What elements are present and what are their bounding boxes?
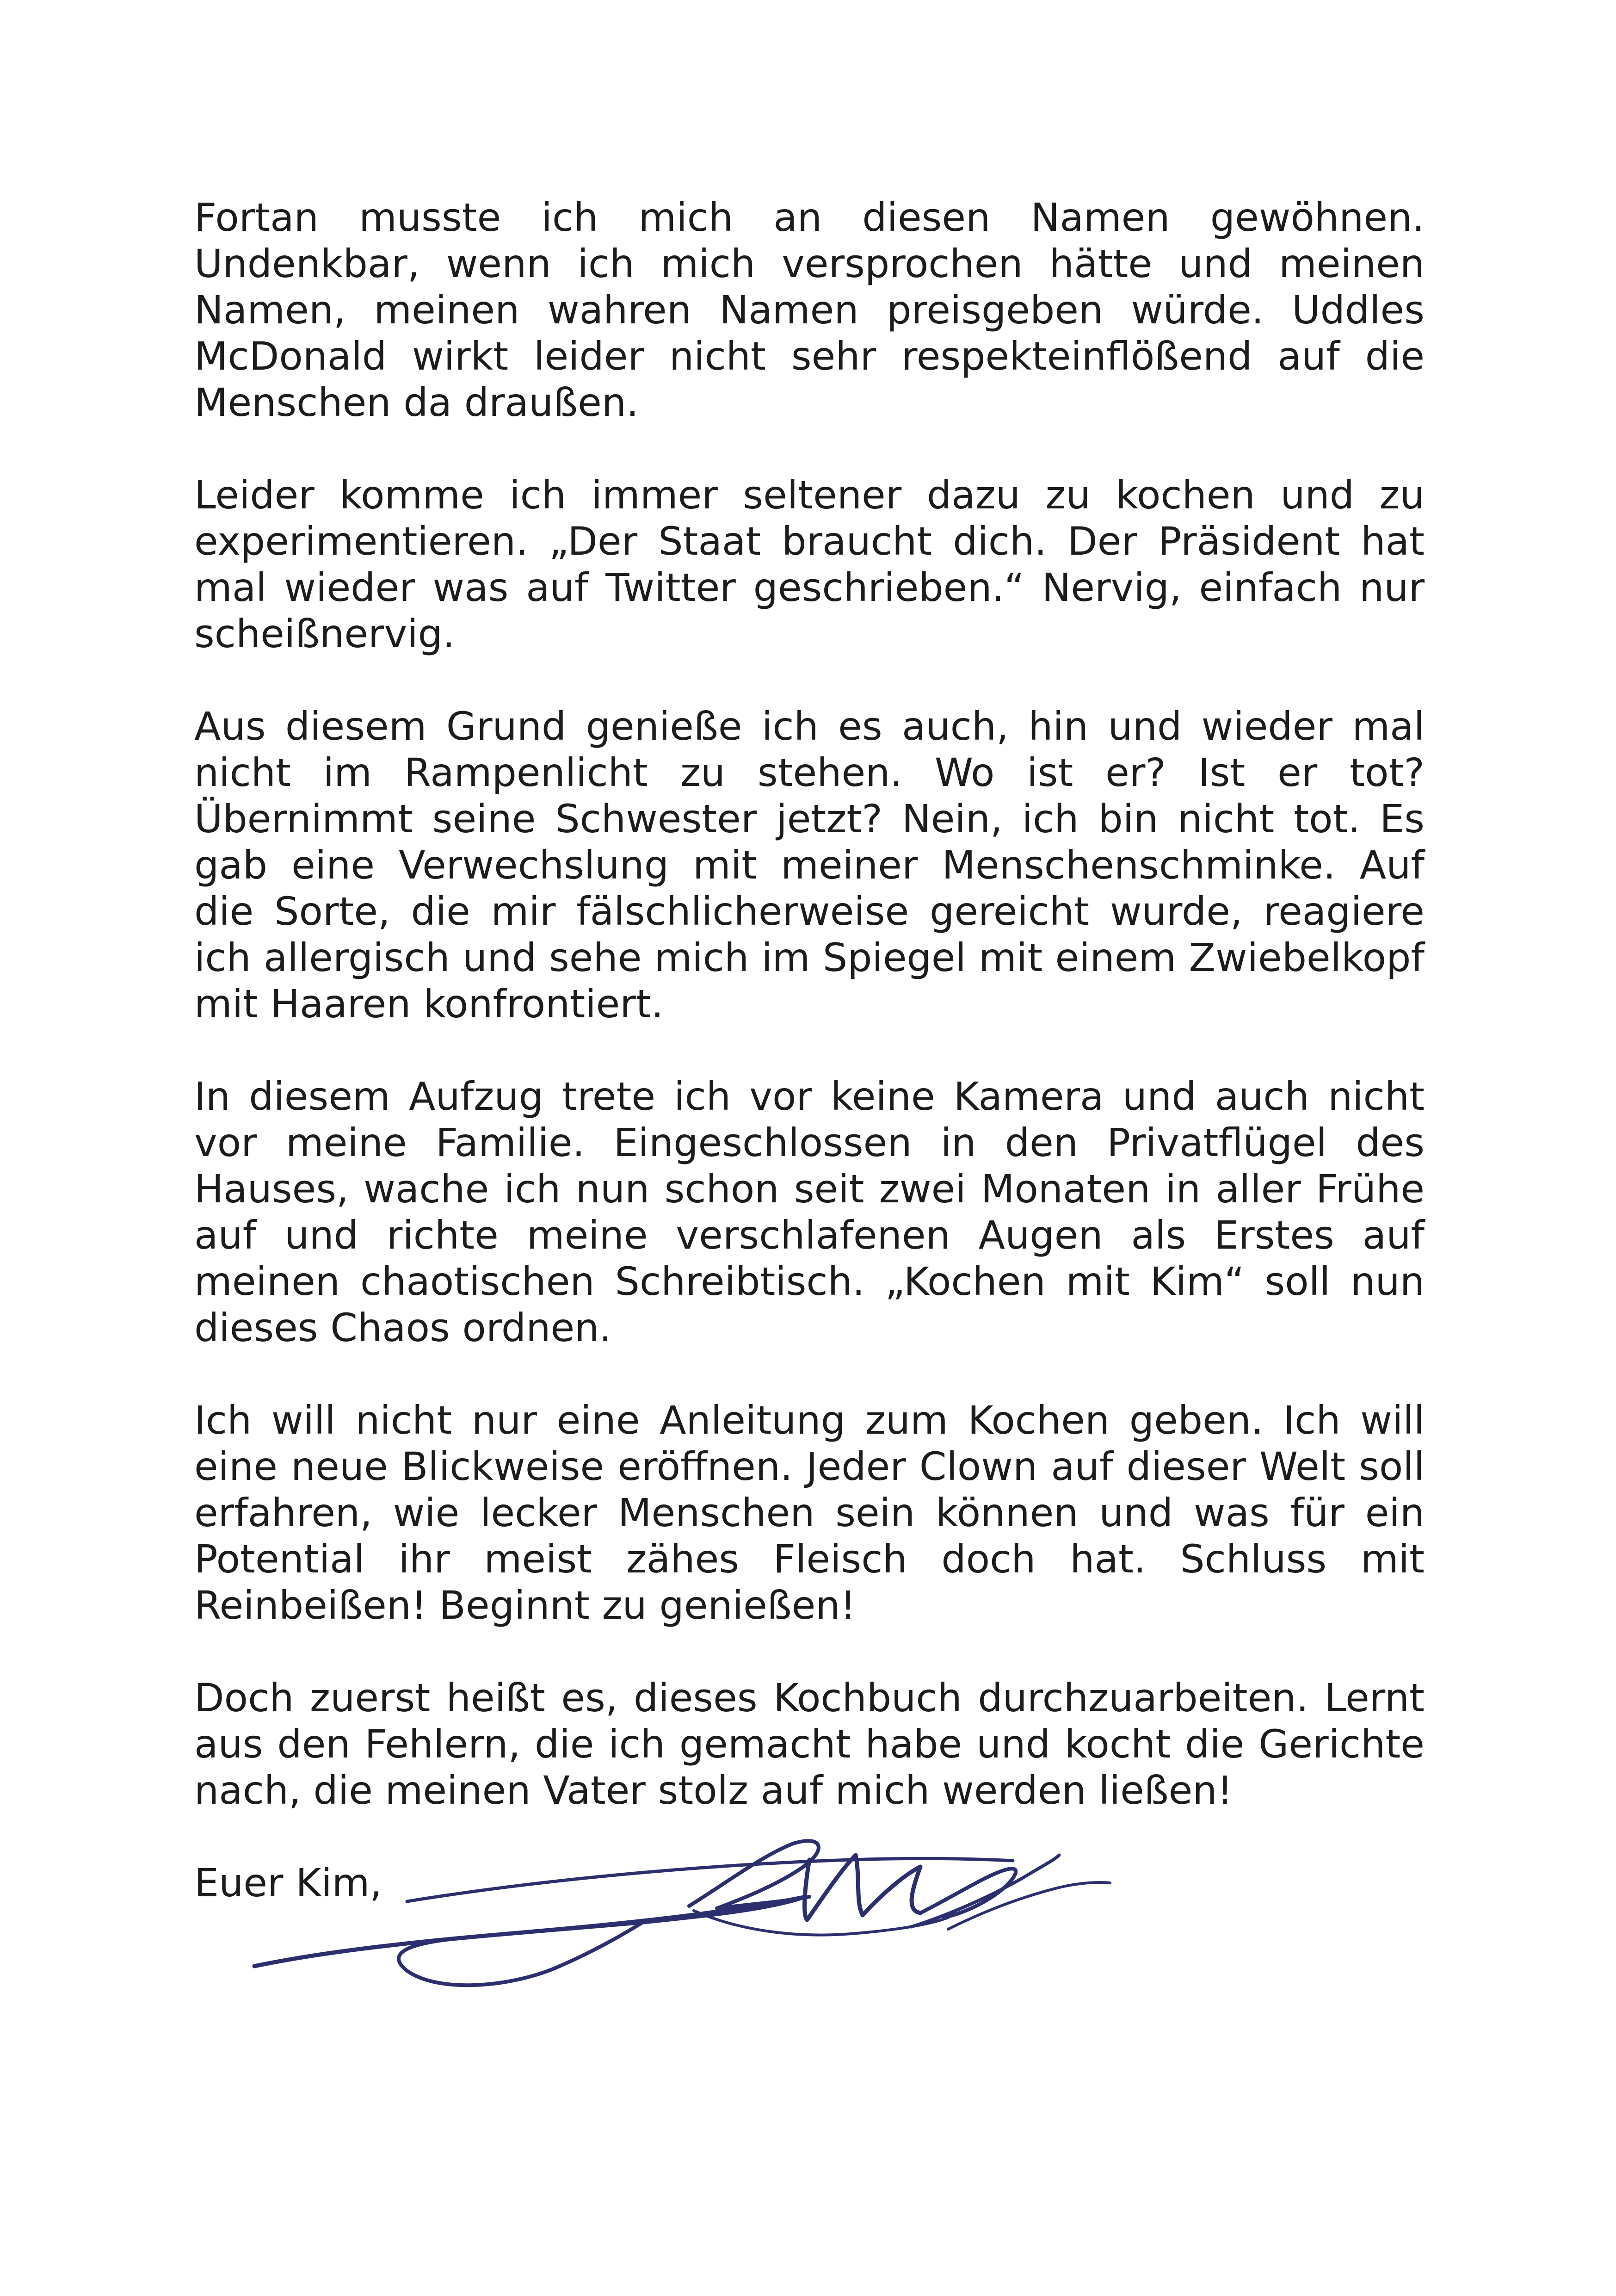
closing-line: Euer Kim, — [194, 1860, 382, 1906]
paragraph-4: In diesem Aufzug trete ich vor keine Kamera und auch nicht vor meine Familie. Eingeschlossen in den Privatflügel des Hauses, wache ich nun schon seit zwei Monaten in aller Frühe auf und richte meine verschlafenen Augen als Erstes auf meinen chaotischen Schreibtisch. „Kochen mit Kim“ soll nun dieses Chaos ordnen. — [194, 1074, 1425, 1350]
paragraph-5: Ich will nicht nur eine Anleitung zum Kochen geben. Ich will eine neue Blickweise eröffnen. Jeder Clown auf dieser Welt soll erfahren, wie lecker Menschen sein können und was für ein Potential ihr meist zähes Fleisch doch hat. Schluss mit Reinbeißen! Beginnt zu genießen! — [194, 1398, 1425, 1628]
paragraph-1: Fortan musste ich mich an diesen Namen gewöhnen. Undenkbar, wenn ich mich versprochen hätte und meinen Namen, meinen wahren Namen preisgeben würde. Uddles McDonald wirkt leider nicht sehr respekteinflößend auf die Menschen da draußen. — [194, 195, 1425, 425]
paragraph-6: Doch zuerst heißt es, dieses Kochbuch durchzuarbeiten. Lernt aus den Fehlern, die ich gemacht habe und kocht die Gerichte nach, die meinen Vater stolz auf mich werden ließen! — [194, 1675, 1425, 1813]
handwritten-signature — [227, 1827, 1175, 2003]
closing-block — [194, 1860, 1425, 1999]
paragraph-2: Leider komme ich immer seltener dazu zu kochen und zu experimentieren. „Der Staat braucht dich. Der Präsident hat mal wieder was auf Twitter geschrieben.“ Nervig, einfach nur scheißnervig. — [194, 472, 1425, 656]
letter-page — [194, 194, 1425, 1999]
paragraph-3: Aus diesem Grund genieße ich es auch, hin und wieder mal nicht im Rampenlicht zu stehen. Wo ist er? Ist er tot? Übernimmt seine Schwester jetzt? Nein, ich bin nicht tot. Es gab eine Verwechslung mit meiner Menschenschminke. Auf die Sorte, die mir fälschlicherweise gereicht wurde, reagiere ich allergisch und sehe mich im Spiegel mit einem Zwiebelkopf mit Haaren konfrontiert. — [194, 704, 1425, 1027]
